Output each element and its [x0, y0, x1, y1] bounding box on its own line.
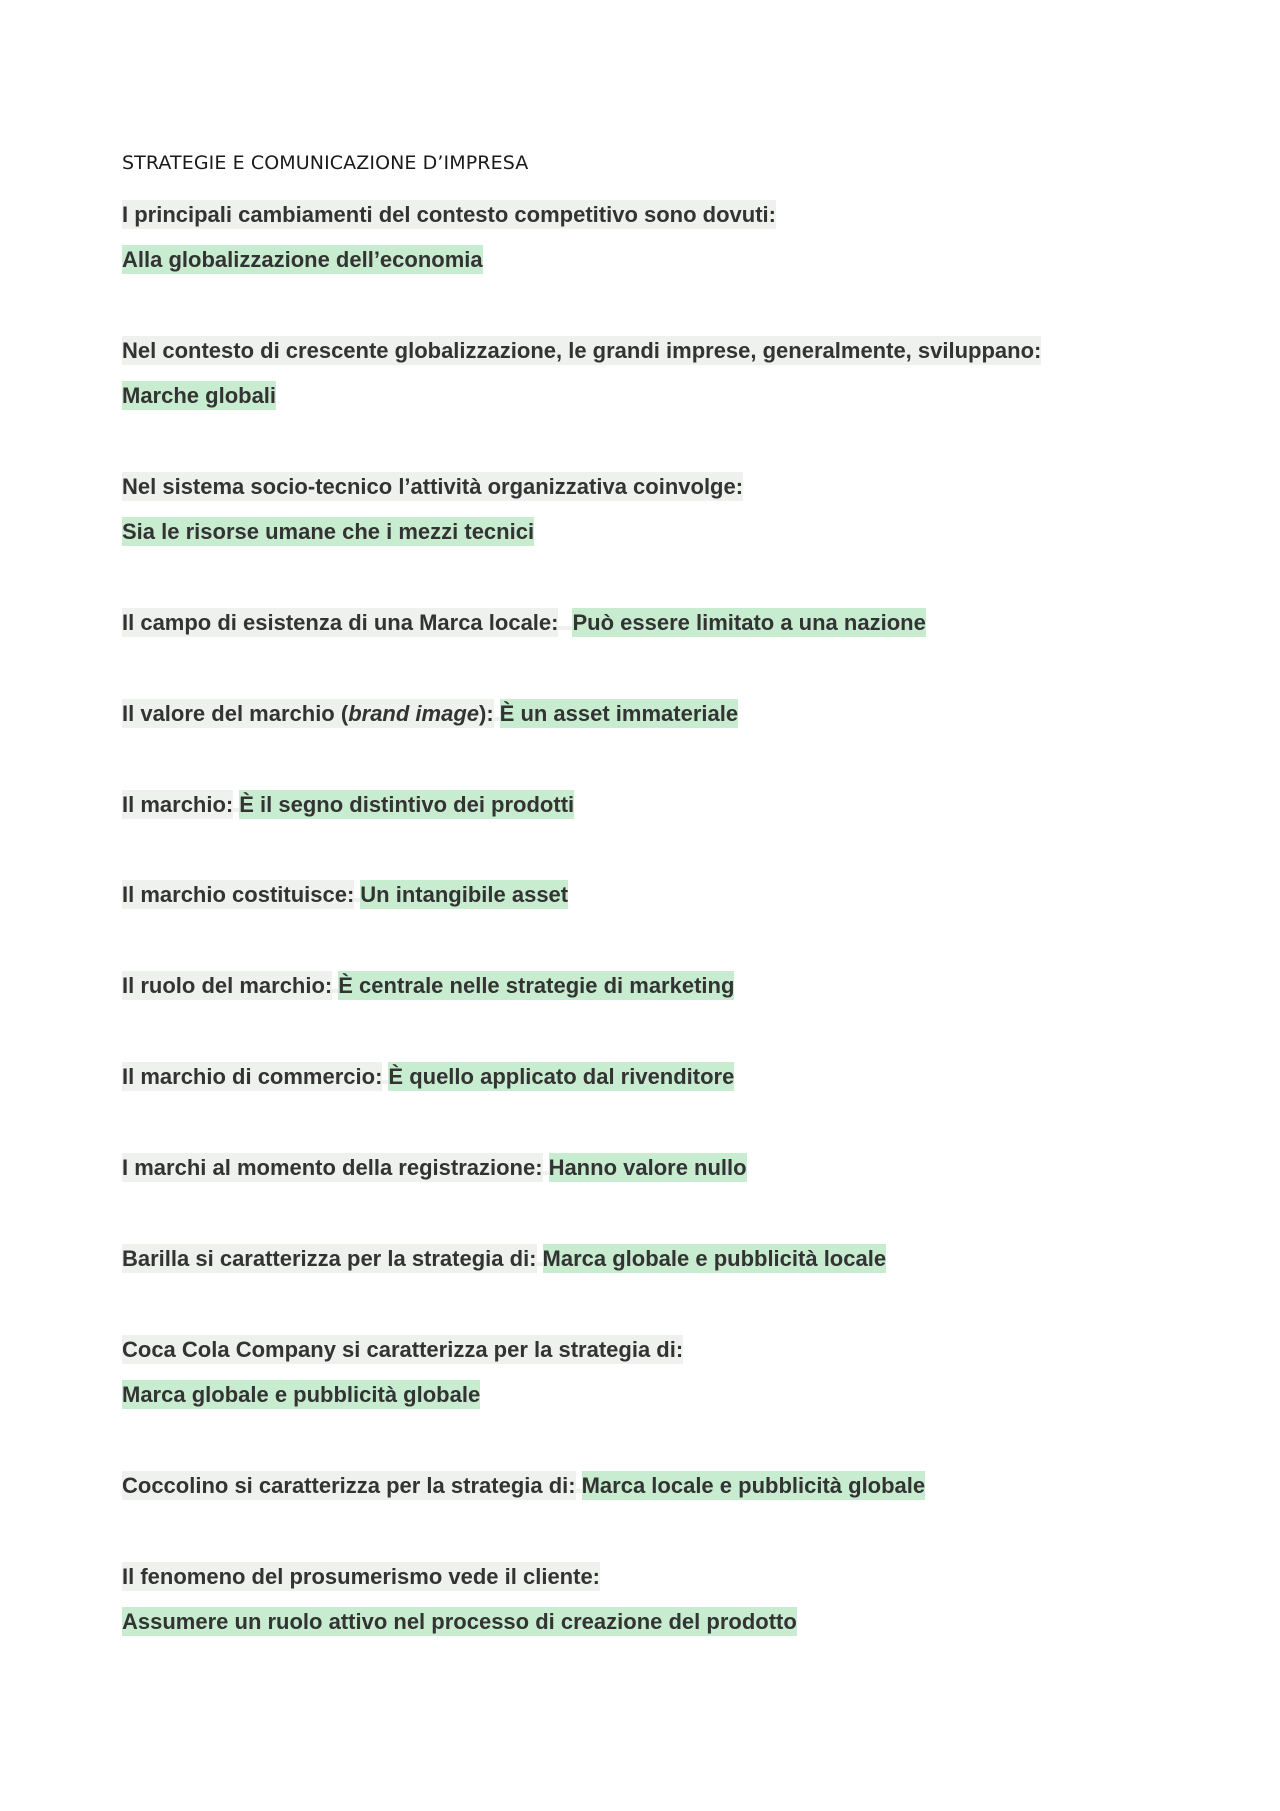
question-line — [122, 200, 776, 230]
answer-text: Alla globalizzazione dell’economia — [122, 247, 483, 272]
question-text: I marchi al momento della registrazione: — [122, 1155, 543, 1180]
document-title: STRATEGIE E COMUNICAZIONE D’IMPRESA — [122, 152, 529, 174]
answer-line — [122, 517, 534, 547]
answer-text: Un intangibile asset — [360, 882, 569, 907]
qa-line — [122, 1471, 925, 1501]
qa-line — [122, 1244, 886, 1274]
question-text: Il ruolo del marchio: — [122, 973, 333, 998]
answer-text: È quello applicato dal rivenditore — [388, 1064, 735, 1089]
question-text: Barilla si caratterizza per la strategia di: — [122, 1246, 537, 1271]
qa-line — [122, 971, 734, 1001]
question-text: I principali cambiamenti del contesto competitivo sono dovuti: — [122, 202, 776, 227]
question-text: Nel contesto di crescente globalizzazione, le grandi imprese, generalmente, sviluppano: — [122, 338, 1042, 363]
question-text: Il marchio di commercio: — [122, 1064, 383, 1089]
answer-line — [122, 1380, 480, 1410]
question-line — [122, 336, 1041, 366]
question-text: Il valore del marchio (brand image): — [122, 701, 494, 726]
qa-line — [122, 699, 738, 729]
answer-text: Marca globale e pubblicità globale — [122, 1382, 481, 1407]
question-text: Il marchio: — [122, 792, 234, 817]
answer-text: Marca locale e pubblicità globale — [581, 1473, 926, 1498]
answer-line — [122, 245, 483, 275]
emphasis-text: brand image — [348, 701, 479, 726]
question-line — [122, 1562, 600, 1592]
answer-text: È un asset immateriale — [499, 701, 739, 726]
answer-text: Sia le risorse umane che i mezzi tecnici — [122, 519, 535, 544]
question-text: Coccolino si caratterizza per la strategia di: — [122, 1473, 576, 1498]
question-text: Il campo di esistenza di una Marca locale: — [122, 610, 559, 635]
answer-line — [122, 1607, 797, 1637]
answer-line — [122, 381, 276, 411]
question-text: Il marchio costituisce: — [122, 882, 355, 907]
question-line — [122, 472, 743, 502]
qa-line — [122, 1062, 734, 1092]
question-line — [122, 1335, 683, 1365]
question-text: Nel sistema socio-tecnico l’attività organizzativa coinvolge: — [122, 474, 744, 499]
answer-text: È il segno distintivo dei prodotti — [239, 792, 575, 817]
qa-line — [122, 880, 568, 910]
qa-line — [122, 1153, 747, 1183]
qa-line — [122, 790, 574, 820]
answer-text: È centrale nelle strategie di marketing — [338, 973, 735, 998]
answer-text: Marche globali — [122, 383, 277, 408]
answer-text: Può essere limitato a una nazione — [572, 610, 926, 635]
answer-text: Hanno valore nullo — [548, 1155, 747, 1180]
question-text: Il fenomeno del prosumerismo vede il cliente: — [122, 1564, 601, 1589]
qa-line — [122, 608, 926, 638]
question-text: Coca Cola Company si caratterizza per la strategia di: — [122, 1337, 684, 1362]
answer-text: Marca globale e pubblicità locale — [542, 1246, 887, 1271]
answer-text: Assumere un ruolo attivo nel processo di creazione del prodotto — [122, 1609, 797, 1634]
